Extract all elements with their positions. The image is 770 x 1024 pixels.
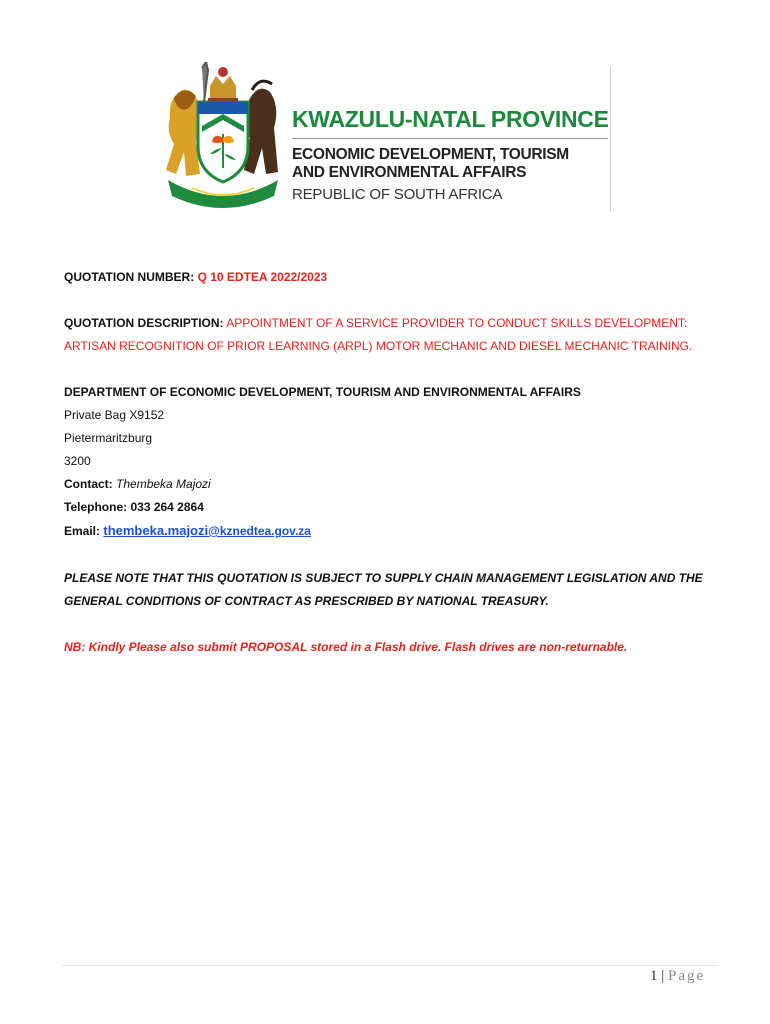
footer-rule bbox=[62, 965, 718, 966]
letterhead bbox=[162, 62, 614, 214]
page-separator: | bbox=[661, 968, 665, 984]
contact bbox=[64, 477, 211, 491]
quotation-number bbox=[64, 270, 327, 284]
letterhead-rule bbox=[292, 138, 608, 139]
telephone-label: Telephone: bbox=[64, 500, 128, 514]
email-link[interactable] bbox=[103, 524, 311, 538]
quotation-description-line2: ARTISAN RECOGNITION OF PRIOR LEARNING (ARPL) MOTOR MECHANIC AND DIESEL MECHANIC TRAINING. bbox=[64, 339, 693, 353]
page-label: Page bbox=[668, 968, 706, 984]
department-name-line1: ECONOMIC DEVELOPMENT, TOURISM bbox=[292, 146, 569, 163]
address-line2: Pietermaritzburg bbox=[64, 431, 153, 445]
notice-line2: GENERAL CONDITIONS OF CONTRACT AS PRESCRIBED BY NATIONAL TREASURY. bbox=[64, 594, 549, 608]
address-line1: Private Bag X9152 bbox=[64, 408, 165, 422]
province-name: KWAZULU-NATAL PROVINCE bbox=[292, 106, 609, 132]
quotation-number-value: Q 10 EDTEA 2022/2023 bbox=[197, 270, 328, 284]
quotation-description-line1: APPOINTMENT OF A SERVICE PROVIDER TO CONDUCT SKILLS DEVELOPMENT: bbox=[226, 316, 688, 330]
country-name: REPUBLIC OF SOUTH AFRICA bbox=[292, 186, 503, 203]
email-domain: @kznedtea.gov.za bbox=[208, 524, 311, 538]
department-name-line2: AND ENVIRONMENTAL AFFAIRS bbox=[292, 164, 527, 181]
email bbox=[64, 523, 311, 538]
quotation-number-label: QUOTATION NUMBER: bbox=[64, 270, 195, 284]
page-number: 1 bbox=[650, 968, 658, 984]
letterhead-divider bbox=[610, 66, 611, 212]
telephone bbox=[64, 500, 204, 514]
quotation-description bbox=[64, 316, 687, 330]
department-heading: DEPARTMENT OF ECONOMIC DEVELOPMENT, TOURISM AND ENVIRONMENTAL AFFAIRS bbox=[64, 385, 581, 399]
email-label: Email: bbox=[64, 524, 101, 538]
contact-label: Contact: bbox=[64, 477, 113, 491]
email-user: thembeka.majozi bbox=[103, 523, 209, 538]
contact-name: Thembeka Majozi bbox=[116, 477, 211, 491]
kzn-coat-of-arms-icon bbox=[162, 62, 284, 214]
address-line3: 3200 bbox=[64, 454, 91, 468]
quotation-description-label: QUOTATION DESCRIPTION: bbox=[64, 316, 224, 330]
page-footer bbox=[650, 968, 705, 985]
nb-note: NB: Kindly Please also submit PROPOSAL stored in a Flash drive. Flash drives are non-returnable. bbox=[64, 640, 628, 654]
telephone-value: 033 264 2864 bbox=[130, 500, 204, 514]
notice-line1: PLEASE NOTE THAT THIS QUOTATION IS SUBJECT TO SUPPLY CHAIN MANAGEMENT LEGISLATION AND THE bbox=[64, 571, 703, 585]
